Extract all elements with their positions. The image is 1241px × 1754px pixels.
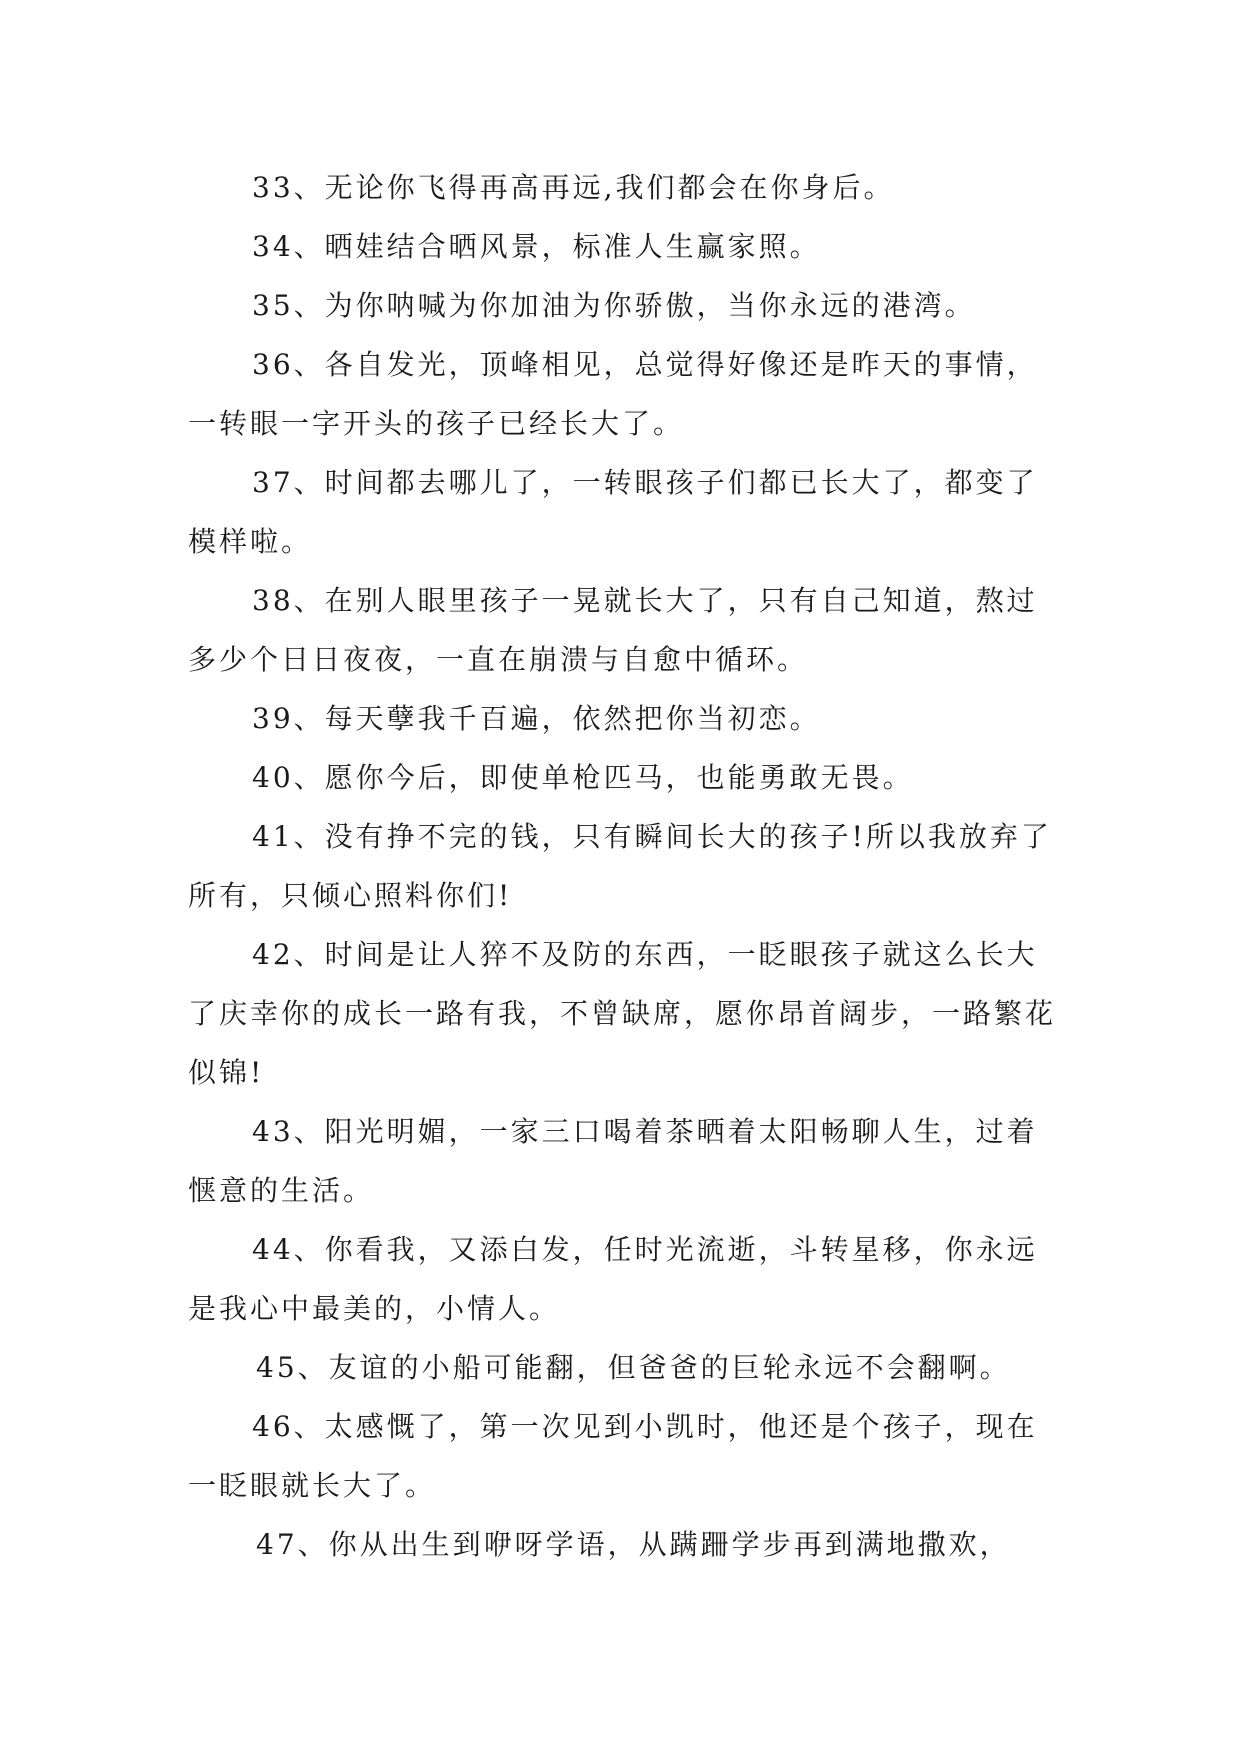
paragraph-35: 35、为你呐喊为你加油为你骄傲，当你永远的港湾。 bbox=[252, 289, 976, 322]
paragraph-46: 46、太感慨了，第一次见到小凯时，他还是个孩子，现在一眨眼就长大了。 bbox=[188, 1410, 1038, 1502]
paragraph-39: 39、每天孽我千百遍，依然把你当初恋。 bbox=[252, 702, 821, 735]
paragraph-47: 47、你从出生到咿呀学语，从蹒跚学步再到满地撒欢， bbox=[256, 1528, 1011, 1561]
paragraph-36: 36、各自发光，顶峰相见，总觉得好像还是昨天的事情，一转眼一字开头的孩子已经长大了。 bbox=[188, 348, 1038, 440]
paragraph-34: 34、晒娃结合晒风景，标准人生赢家照。 bbox=[252, 230, 821, 263]
paragraph-43: 43、阳光明媚，一家三口喝着茶晒着太阳畅聊人生，过着惬意的生活。 bbox=[188, 1115, 1038, 1207]
paragraph-44: 44、你看我，又添白发，任时光流逝，斗转星移，你永远是我心中最美的，小情人。 bbox=[188, 1233, 1038, 1325]
paragraph-45: 45、友谊的小船可能翻，但爸爸的巨轮永远不会翻啊。 bbox=[256, 1351, 1011, 1384]
document-body bbox=[188, 158, 1068, 1574]
paragraph-33: 33、无论你飞得再高再远,我们都会在你身后。 bbox=[252, 171, 895, 204]
paragraph-40: 40、愿你今后，即使单枪匹马，也能勇敢无畏。 bbox=[252, 761, 914, 794]
paragraph-41: 41、没有挣不完的钱，只有瞬间长大的孩子!所以我放弃了所有，只倾心照料你们! bbox=[188, 820, 1052, 912]
paragraph-38: 38、在别人眼里孩子一晃就长大了，只有自己知道，熬过多少个日日夜夜，一直在崩溃与自愈中循环。 bbox=[188, 584, 1038, 676]
paragraph-37: 37、时间都去哪儿了，一转眼孩子们都已长大了，都变了模样啦。 bbox=[188, 466, 1038, 558]
paragraph-42: 42、时间是让人猝不及防的东西，一眨眼孩子就这么长大了庆幸你的成长一路有我，不曾缺席，愿你昂首阔步，一路繁花似锦! bbox=[188, 938, 1057, 1089]
